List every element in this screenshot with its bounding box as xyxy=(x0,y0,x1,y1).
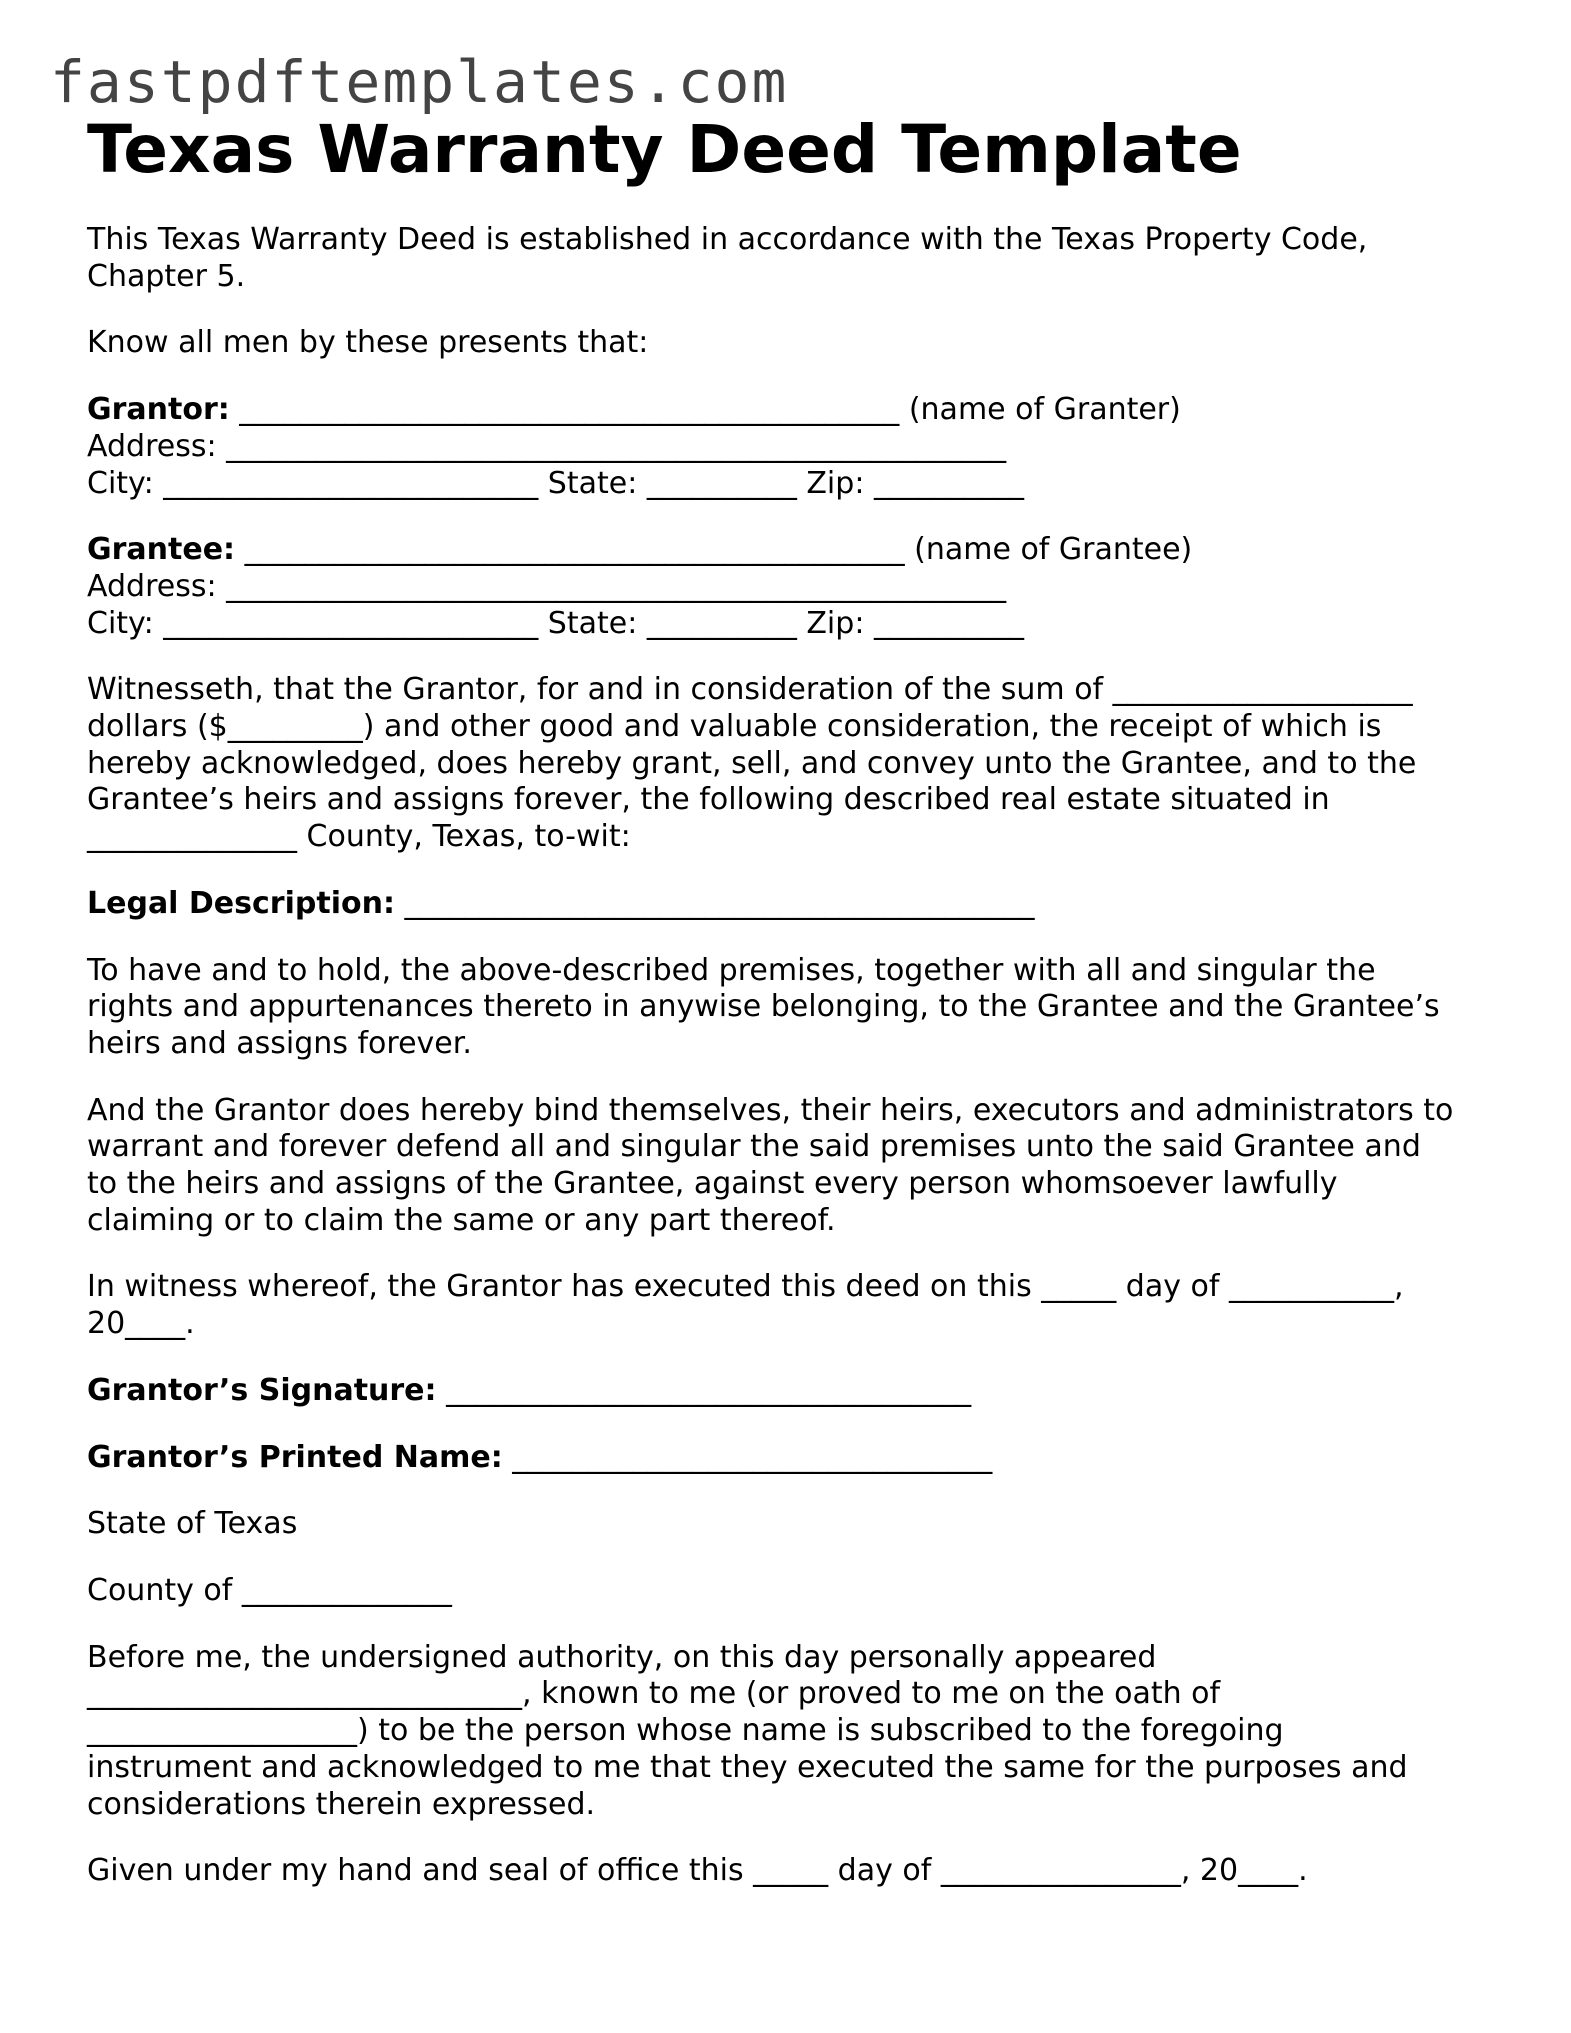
grantor-name-line xyxy=(87,392,1507,429)
warranty-paragraph xyxy=(87,1093,1507,1240)
printed-name-field[interactable]: ________________________________ xyxy=(502,1439,993,1475)
legal-description-label: Legal Description: xyxy=(87,885,395,921)
acknowledgment-line[interactable]: _____________________________, known to me (or proved to me on the oath of xyxy=(87,1676,1221,1712)
know-all-paragraph xyxy=(87,325,1507,362)
warranty-line: warrant and forever defend all and singular the said premises unto the said Grantee and xyxy=(87,1129,1421,1165)
grantee-address-field[interactable]: Address: ____________________________________________________ xyxy=(87,568,1007,604)
legal-description-field[interactable]: __________________________________________ xyxy=(394,885,1035,921)
acknowledgment-line: Before me, the undersigned authority, on this day personally appeared xyxy=(87,1639,1157,1675)
habendum-line: heirs and assigns forever. xyxy=(87,1025,472,1061)
grantor-label: Grantor: xyxy=(87,392,230,428)
witnesseth-line: hereby acknowledged, does hereby grant, sell, and convey unto the Grantee, and to the xyxy=(87,745,1417,781)
in-witness-line[interactable]: 20____. xyxy=(87,1306,195,1342)
acknowledgment-line[interactable]: __________________) to be the person whose name is subscribed to the foregoing xyxy=(87,1713,1284,1749)
witnesseth-line[interactable]: ______________ County, Texas, to-wit: xyxy=(87,819,631,855)
witnesseth-line: Grantee’s heirs and assigns forever, the following described real estate situated in xyxy=(87,782,1330,818)
grantor-address-field[interactable]: Address: ____________________________________________________ xyxy=(87,428,1007,464)
habendum-paragraph xyxy=(87,953,1507,1063)
warranty-line: claiming or to claim the same or any part thereof. xyxy=(87,1202,836,1238)
state-block xyxy=(87,1506,1507,1543)
state-line: State of Texas xyxy=(87,1506,298,1542)
intro-line: Chapter 5. xyxy=(87,258,246,294)
printed-name-block xyxy=(87,1440,1507,1477)
given-line[interactable]: Given under my hand and seal of office this _____ day of ________________, 20____. xyxy=(87,1853,1308,1889)
document-body xyxy=(87,108,1507,1890)
signature-block xyxy=(87,1373,1507,1410)
habendum-line: To have and to hold, the above-described premises, together with all and singular the xyxy=(87,952,1376,988)
witnesseth-line[interactable]: dollars ($_________) and other good and valuable consideration, the receipt of which is xyxy=(87,709,1382,745)
habendum-line: rights and appurtenances thereto in anywise belonging, to the Grantee and the Grantee’s xyxy=(87,989,1440,1025)
grantor-block xyxy=(87,392,1507,502)
witnesseth-paragraph xyxy=(87,672,1507,856)
intro-paragraph xyxy=(87,222,1507,295)
grantor-name-field[interactable]: ____________________________________________ (name of Granter) xyxy=(229,392,1181,428)
watermark: fastpdftemplates.com xyxy=(50,48,789,116)
printed-name-label: Grantor’s Printed Name: xyxy=(87,1439,503,1475)
witnesseth-line[interactable]: Witnesseth, that the Grantor, for and in consideration of the sum of ____________________ xyxy=(87,672,1413,708)
grantee-block xyxy=(87,532,1507,642)
grantor-city-state-zip-field[interactable]: City: _________________________ State: __________ Zip: __________ xyxy=(87,465,1024,501)
signature-label: Grantor’s Signature: xyxy=(87,1372,437,1408)
acknowledgment-line: considerations therein expressed. xyxy=(87,1786,596,1822)
signature-line xyxy=(87,1373,1507,1410)
printed-name-line xyxy=(87,1440,1507,1477)
legal-description-block xyxy=(87,886,1507,923)
county-field[interactable]: County of ______________ xyxy=(87,1572,452,1608)
in-witness-paragraph xyxy=(87,1269,1507,1342)
given-block xyxy=(87,1853,1507,1890)
warranty-line: to the heirs and assigns of the Grantee, against every person whomsoever lawfully xyxy=(87,1166,1338,1202)
in-witness-line[interactable]: In witness whereof, the Grantor has executed this deed on this _____ day of ___________, xyxy=(87,1269,1404,1305)
grantee-label: Grantee: xyxy=(87,532,236,568)
acknowledgment-line: instrument and acknowledged to me that they executed the same for the purposes and xyxy=(87,1749,1408,1785)
grantee-city-state-zip-field[interactable]: City: _________________________ State: __________ Zip: __________ xyxy=(87,605,1024,641)
warranty-line: And the Grantor does hereby bind themselves, their heirs, executors and administrators to xyxy=(87,1092,1454,1128)
county-block xyxy=(87,1573,1507,1610)
grantee-name-line xyxy=(87,532,1507,569)
legal-description-line xyxy=(87,886,1507,923)
know-all-line: Know all men by these presents that: xyxy=(87,325,649,361)
page-title: Texas Warranty Deed Template xyxy=(87,111,1242,188)
grantee-name-field[interactable]: ____________________________________________ (name of Grantee) xyxy=(235,532,1193,568)
intro-line: This Texas Warranty Deed is established in accordance with the Texas Property Code, xyxy=(87,222,1368,257)
acknowledgment-paragraph xyxy=(87,1640,1507,1824)
signature-field[interactable]: ___________________________________ xyxy=(436,1372,972,1408)
